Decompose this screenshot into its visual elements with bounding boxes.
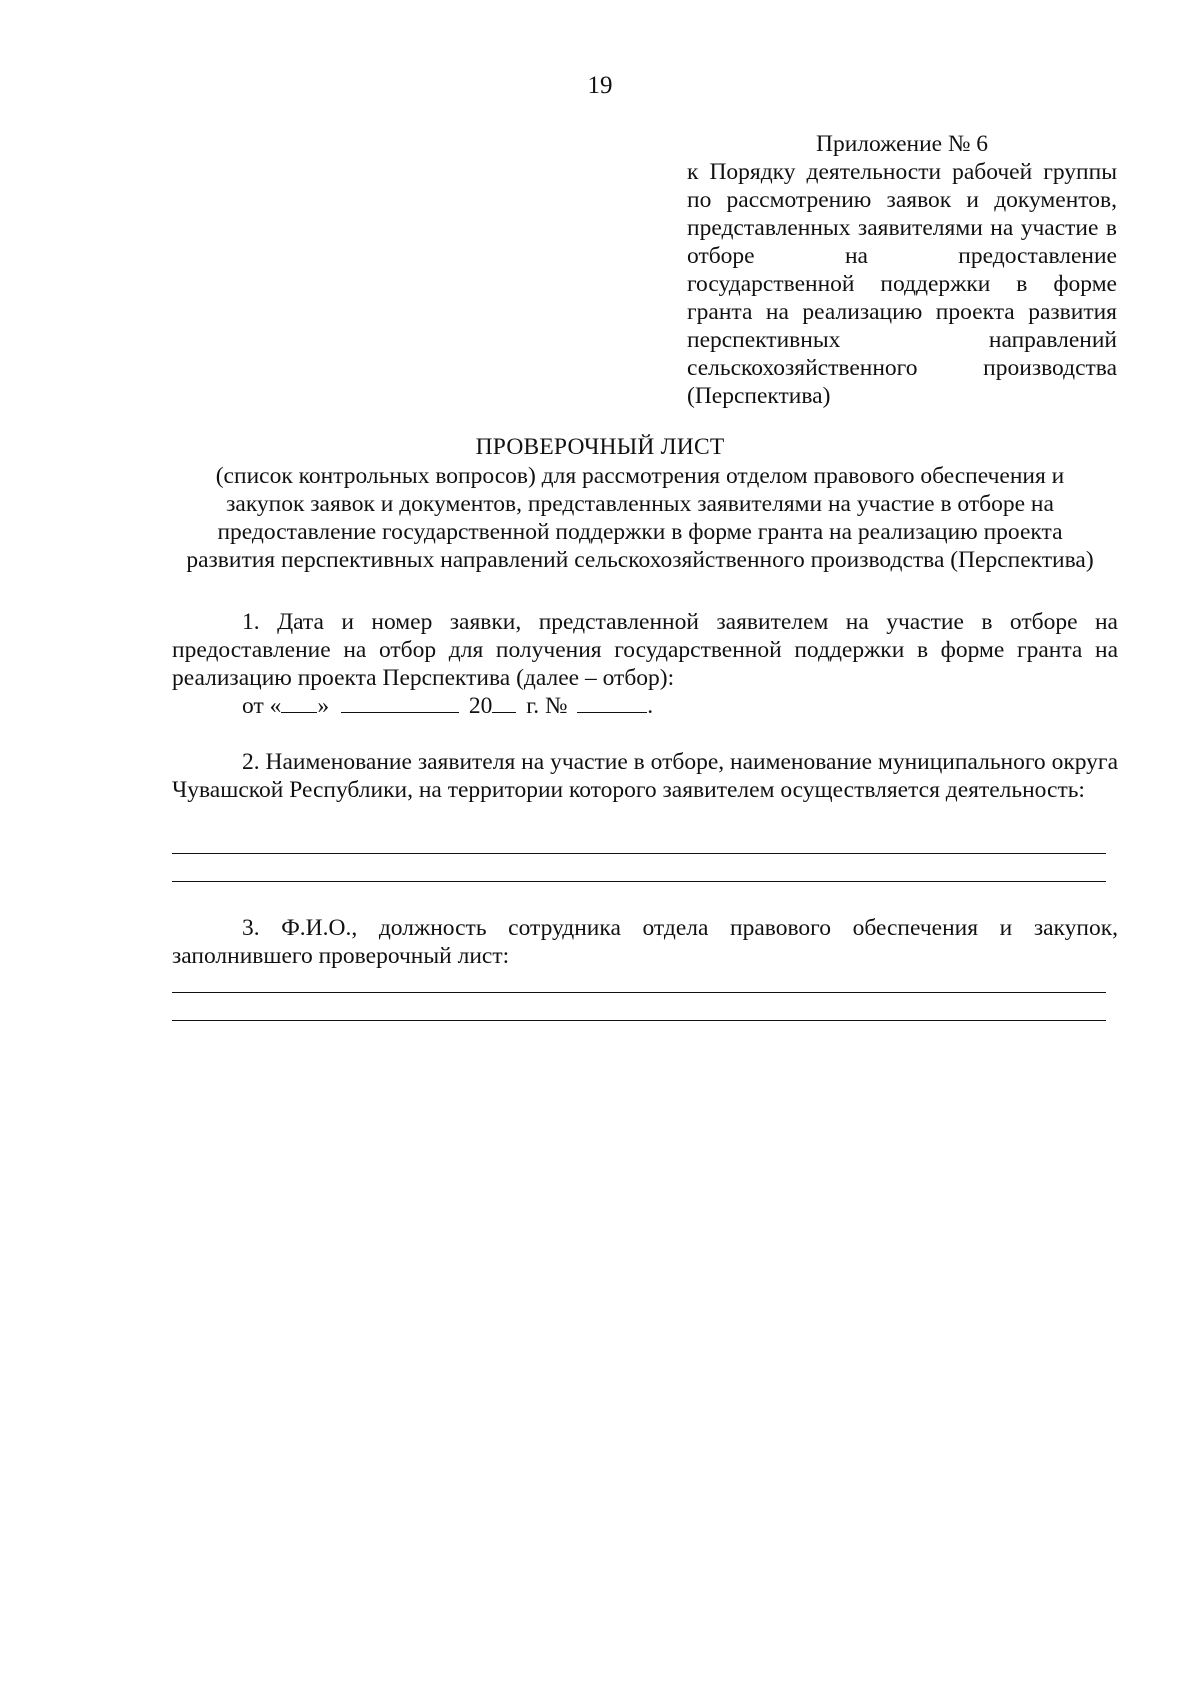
applicant-fill-line-1[interactable]: [172, 853, 1106, 854]
date-line-end: .: [647, 693, 654, 719]
section-2: [172, 748, 1118, 804]
day-blank[interactable]: [281, 692, 317, 713]
year-prefix: 20: [468, 693, 493, 719]
date-prefix: от «: [242, 693, 282, 719]
subtitle-line: закупок заявок и документов, представленных заявителями на участие в отборе на: [226, 491, 1054, 517]
section-1: [172, 608, 1118, 720]
date-number-line: [172, 692, 1118, 720]
subtitle-line: предоставление государственной поддержки в форме гранта на реализацию проекта: [217, 519, 1063, 545]
section-2-text: 2. Наименование заявителя на участие в отборе, наименование муниципального округа Чувашской Республики, на территории которого заявителем осуществляется деятельность:: [172, 749, 1118, 803]
subtitle-line: развития перспективных направлений сельскохозяйственного производства (Перспектива): [186, 547, 1094, 573]
month-blank[interactable]: [341, 692, 459, 713]
section-1-text: 1. Дата и номер заявки, представленной заявителем на участие в отборе на предоставление на отбор для получения государственной поддержки в форме гранта на реализацию проекта Перспектива (далее – отбор):: [172, 609, 1118, 691]
subtitle-line: (список контрольных вопросов) для рассмотрения отделом правового обеспечения и: [215, 463, 1065, 489]
appendix-title: Приложение № 6: [815, 131, 989, 157]
section-3-text: 3. Ф.И.О., должность сотрудника отдела правового обеспечения и закупок, заполнившего проверочный лист:: [172, 915, 1118, 969]
number-blank[interactable]: [577, 692, 647, 713]
document-title: ПРОВЕРОЧНЫЙ ЛИСТ: [475, 434, 725, 460]
employee-fill-line-2[interactable]: [172, 1020, 1106, 1021]
year-blank[interactable]: [492, 692, 516, 713]
applicant-fill-line-2[interactable]: [172, 881, 1106, 882]
section-3: [172, 914, 1118, 970]
appendix-text: к Порядку деятельности рабочей группы по рассмотрению заявок и документов, представленных заявителями на участие в отборе на предоставление государственной поддержки в форме гранта на реализацию проекта развития перспективных направлений сельскохозяйственного производства (Перспектива): [687, 159, 1117, 409]
page-number: 19: [587, 72, 613, 99]
appendix-block: [687, 130, 1117, 410]
employee-fill-line-1[interactable]: [172, 992, 1106, 993]
date-close: »: [317, 693, 330, 719]
document-subtitle: [160, 462, 1120, 574]
number-prefix: г. №: [526, 693, 568, 719]
